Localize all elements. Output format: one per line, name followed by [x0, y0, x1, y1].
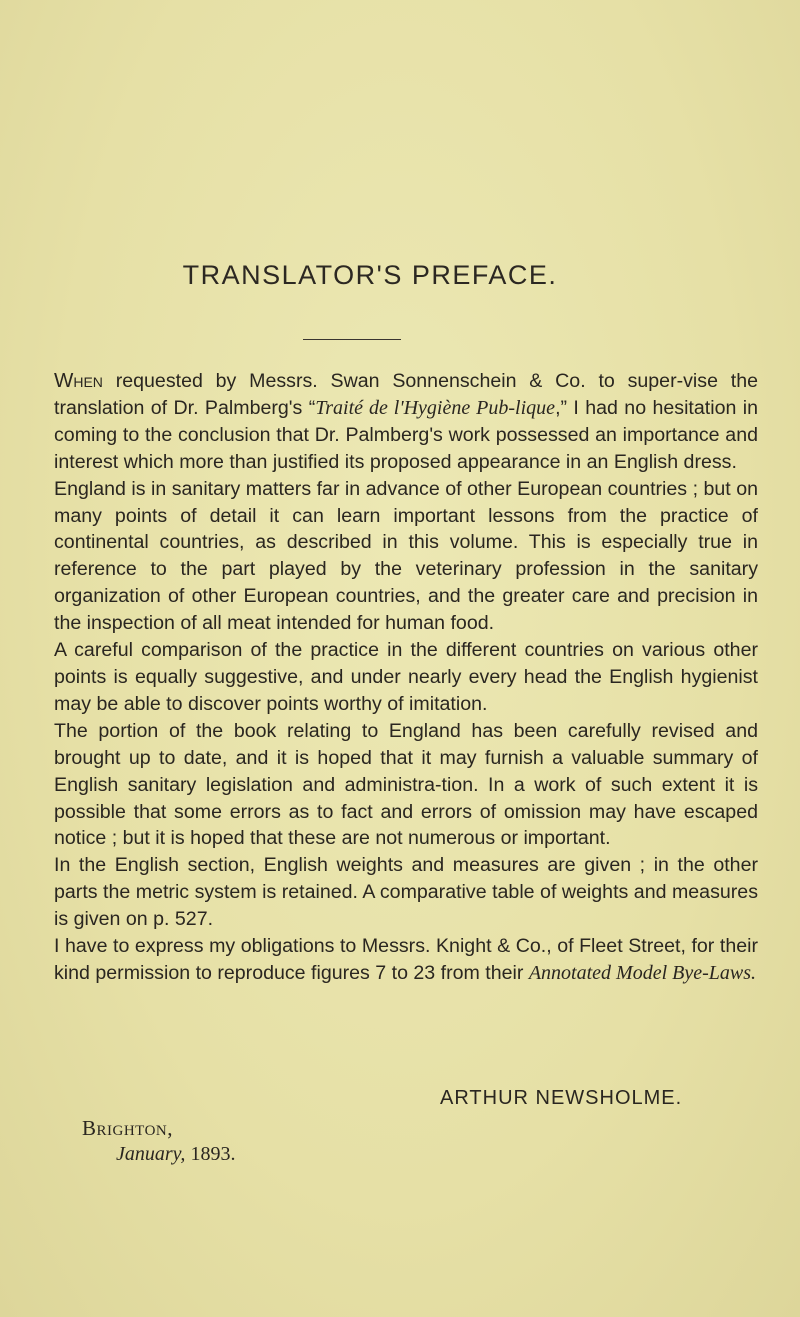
paragraph-1-text-a: requested by Messrs. Swan Sonnenschein & Co. to super-vise the translation of Dr. Palmberg's “: [54, 370, 758, 419]
paragraph-3: A careful comparison of the practice in the different countries on various other points is equally suggestive, and under nearly every head the English hygienist may be able to discover points worthy of imitation.: [54, 639, 758, 715]
paragraph-lead-word: When: [54, 369, 103, 392]
paragraph-6: [54, 933, 758, 987]
signature-date: [116, 1143, 235, 1166]
signature-month: January,: [116, 1143, 186, 1165]
book-title-bye-laws: Annotated Model Bye-Laws.: [528, 961, 757, 984]
paragraph-1: [54, 368, 758, 476]
paragraph-1-text-b: ,” I had no hesitation in coming to the conclusion that Dr. Palmberg's work possessed an importance and interest which more than justified its proposed appearance in an English dress.: [54, 396, 758, 473]
title-divider: [303, 339, 401, 340]
preface-body: [54, 368, 758, 987]
page-title: TRANSLATOR'S PREFACE.: [182, 260, 558, 290]
paragraph-5: In the English section, English weights and measures are given ; in the other parts the metric system is retained. A comparative table of weights and measures is given on p. 527.: [54, 854, 758, 931]
author-signature: ARTHUR NEWSHOLME.: [440, 1087, 683, 1109]
paragraph-4: The portion of the book relating to England has been carefully revised and brought up to date, and it is hoped that it may furnish a valuable summary of English sanitary legislation and administra-tion. In a work of such extent it is possible that some errors as to fact and errors of omission may have escaped notice ; but it is hoped that these are not numerous or important.: [54, 719, 758, 850]
paragraph-6-text-a: I have to express my obligations to Messrs. Knight & Co., of Fleet Street, for their kind permission to reproduce figures 7 to 23 from their: [54, 935, 758, 984]
signature-year: 1893.: [185, 1143, 236, 1165]
book-title-french: Traité de l'Hygiène Pub-lique: [315, 396, 556, 419]
signature-place: Brighton,: [82, 1116, 173, 1140]
paragraph-2: England is in sanitary matters far in advance of other European countries ; but on many points of detail it can learn important lessons from the practice of continental countries, as described in this volume. This is especially true in reference to the part played by the veterinary profession in the sanitary organization of other European countries, and the greater care and precision in the inspection of all meat intended for human food.: [54, 477, 758, 635]
